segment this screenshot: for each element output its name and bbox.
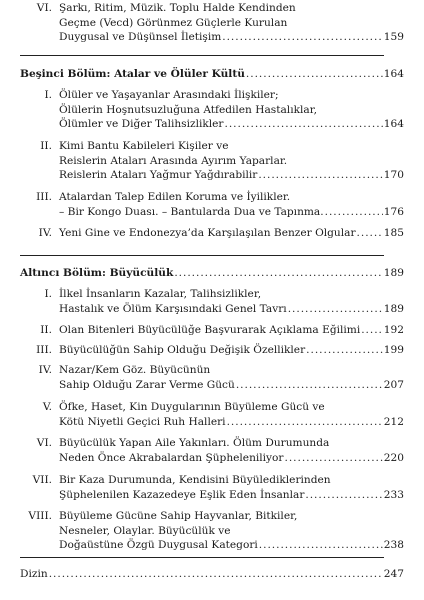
- entry-title-line: Neden Önce Akrabalardan Şüpheleniliyor: [59, 451, 284, 464]
- section-number: VII.: [32, 474, 52, 486]
- section-number: III.: [36, 344, 52, 356]
- section-number: IV.: [38, 364, 52, 376]
- dot-leader: [225, 117, 383, 132]
- page-number: 192: [383, 324, 404, 336]
- entry-title-line: Ölüler ve Yaşayanlar Arasındaki İlişkiler;: [59, 89, 279, 101]
- entry-title-line: İlkel İnsanların Kazalar, Talihsizlikler,: [59, 288, 262, 300]
- page-number: 220: [383, 451, 404, 464]
- chapter-title: Dizin: [20, 568, 48, 580]
- dot-leader: [306, 343, 383, 358]
- page-number: 185: [383, 227, 404, 239]
- dot-leader: [361, 323, 383, 338]
- section-number: II.: [40, 140, 52, 152]
- page-number: 176: [383, 205, 404, 218]
- entry-title-line: Nesneler, Olaylar. Büyücülük ve: [59, 524, 231, 537]
- section-number: III.: [36, 191, 52, 203]
- page-number: 164: [383, 118, 404, 131]
- page-number: 159: [383, 31, 404, 44]
- entry-title-line: Hastalık ve Ölüm Karşısındaki Genel Tavrı: [59, 302, 287, 315]
- dot-leader: [357, 226, 383, 241]
- page-number: 189: [383, 302, 404, 315]
- section-number: II.: [40, 324, 52, 336]
- section-divider: [20, 255, 384, 256]
- chapter-title: Beşinci Bölüm: Atalar ve Ölüler Kültü: [20, 68, 245, 80]
- section-number: I.: [44, 288, 52, 300]
- section-number: VIII.: [28, 510, 52, 522]
- section-number: VI.: [36, 437, 52, 449]
- entry-title-line: Şüphelenilen Kazazedeye Eşlik Eden İnsanlar: [59, 488, 305, 501]
- dot-leader: [222, 30, 383, 45]
- entry-title-line: Büyücülük Yapan Aile Yakınları. Ölüm Durumunda: [59, 437, 330, 449]
- entry-title-line: Sahip Olduğu Zarar Verme Gücü: [59, 378, 235, 391]
- entry-title-line: Bir Kaza Durumunda, Kendisini Büyülediklerinden: [59, 474, 331, 486]
- entry-title-line: Geçme (Vecd) Görünmez Güçlerle Kurulan: [59, 16, 288, 29]
- entry-title-line: Ölümler ve Diğer Talihsizlikler: [59, 118, 224, 131]
- dot-leader: [259, 538, 383, 553]
- entry-title-line: Kimi Bantu Kabileleri Kişiler ve: [59, 140, 229, 152]
- page-number: 233: [383, 488, 404, 501]
- entry-title-line: Büyücülüğün Sahip Olduğu Değişik Özellikler: [59, 344, 306, 356]
- dot-leader: [227, 415, 383, 430]
- page-number: 212: [383, 415, 404, 428]
- entry-title-line: Şarkı, Ritim, Müzik. Toplu Halde Kendinden: [59, 2, 296, 14]
- entry-title-line: Kötü Niyetli Geçici Ruh Halleri: [59, 415, 226, 428]
- page-number: 189: [383, 267, 404, 279]
- entry-title-line: Yeni Gine ve Endonezya’da Karşılaşılan Benzer Olgular: [59, 227, 356, 239]
- dot-leader: [305, 488, 382, 503]
- entry-title-line: Duygusal ve Düşünsel İletişim: [59, 31, 222, 44]
- page-number: 207: [383, 378, 404, 391]
- page-number: 170: [383, 169, 404, 182]
- dot-leader: [174, 266, 382, 281]
- section-number: V.: [42, 401, 52, 413]
- dot-leader: [236, 378, 383, 393]
- dot-leader: [258, 168, 382, 183]
- section-number: IV.: [38, 227, 52, 239]
- section-number: I.: [44, 89, 52, 101]
- dot-leader: [288, 302, 383, 317]
- entry-title-line: Öfke, Haset, Kin Duygularının Büyüleme Gücü ve: [59, 401, 325, 413]
- page-number: 164: [383, 68, 404, 80]
- dot-leader: [246, 67, 383, 82]
- chapter-title: Altıncı Bölüm: Büyücülük: [20, 267, 174, 279]
- dot-leader: [49, 567, 383, 582]
- entry-title-line: Atalardan Talep Edilen Koruma ve İyilikler.: [59, 191, 291, 203]
- page-number: 199: [383, 344, 404, 356]
- entry-title-line: Reislerin Ataları Arasında Ayırım Yaparlar.: [59, 154, 288, 167]
- dot-leader: [285, 451, 383, 466]
- section-number: VI.: [36, 2, 52, 14]
- dot-leader: [325, 205, 383, 220]
- entry-title-line: Reislerin Ataları Yağmur Yağdırabilir: [59, 169, 258, 182]
- entry-title-line: – Bir Kongo Duası. – Bantularda Dua ve Tapınma.: [59, 205, 324, 218]
- section-divider: [20, 557, 384, 558]
- entry-title-line: Ölülerin Hoşnutsuzluğuna Atfedilen Hastalıklar,: [59, 103, 317, 116]
- entry-title-line: Doğaüstüne Özgü Duygusal Kategori: [59, 539, 258, 552]
- page-number: 238: [383, 539, 404, 552]
- entry-title-line: Olan Bitenleri Büyücülüğe Başvurarak Açıklama Eğilimi: [59, 324, 361, 336]
- entry-title-line: Büyüleme Gücüne Sahip Hayvanlar, Bitkiler,: [59, 510, 298, 522]
- page-number: 247: [383, 568, 404, 580]
- section-divider: [20, 55, 384, 56]
- entry-title-line: Nazar/Kem Göz. Büyücünün: [59, 364, 211, 376]
